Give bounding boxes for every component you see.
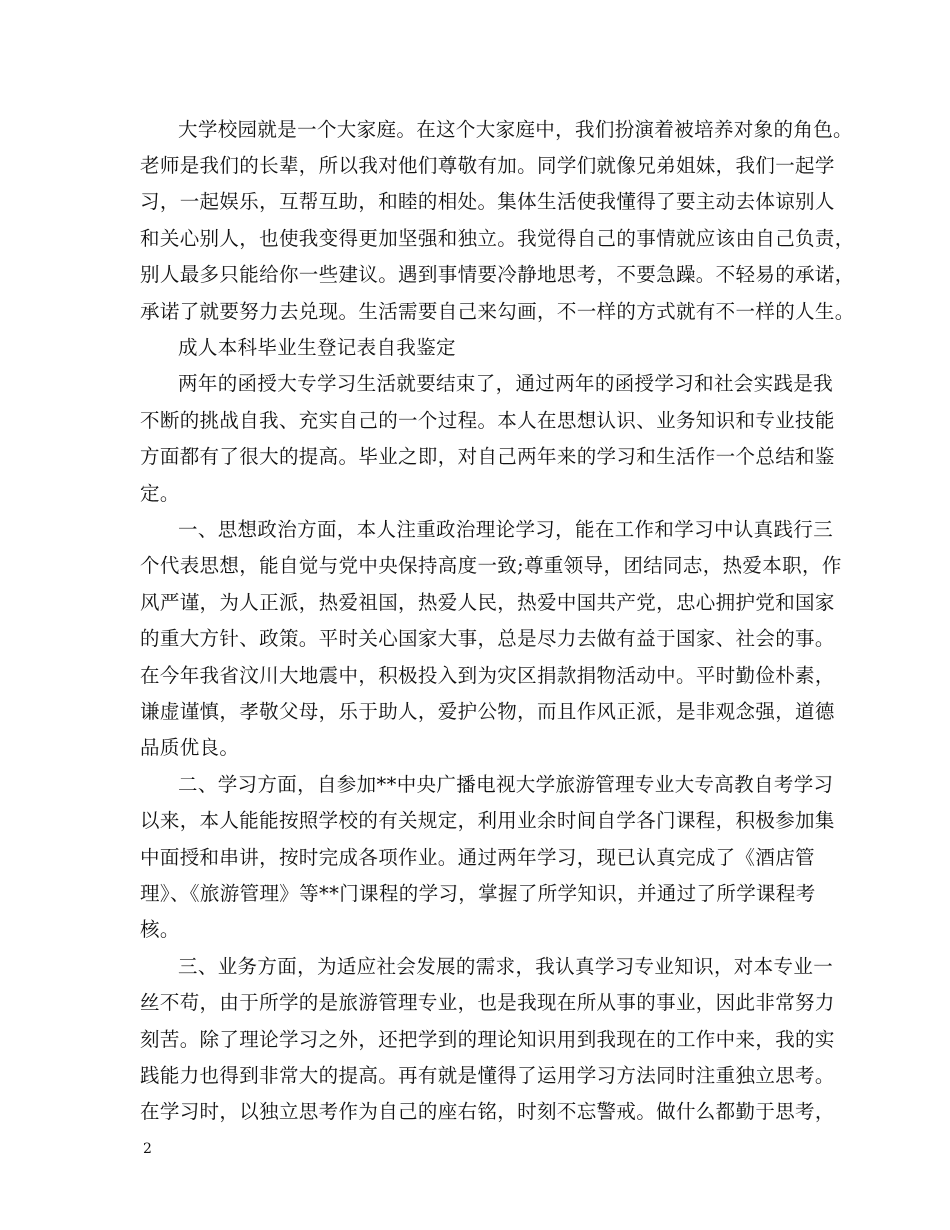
text-line: 理》、《旅游管理》等**门课程的学习，掌握了所学知识，并通过了所学课程考 — [140, 882, 816, 905]
text-line: 和关心别人，也使我变得更加坚强和独立。我觉得自己的事情就应该由自己负责， — [140, 227, 855, 250]
text-line: 不断的挑战自我、充实自己的一个过程。本人在思想认识、业务知识和专业技能 — [140, 409, 835, 432]
text-line: 一、思想政治方面，本人注重政治理论学习，能在工作和学习中认真践行三 — [178, 518, 834, 541]
text-line: 以来，本人能能按照学校的有关规定，利用业余时间自学各门课程，积极参加集 — [140, 809, 835, 832]
text-line: 品质优良。 — [140, 736, 240, 759]
text-line: 丝不苟，由于所学的是旅游管理专业，也是我现在所从事的事业，因此非常努力 — [140, 991, 835, 1014]
text-line: 践能力也得到非常大的提高。再有就是懂得了运用学习方法同时注重独立思考。 — [140, 1064, 835, 1087]
page-number: 2 — [143, 1141, 152, 1157]
text-line: 二、学习方面，自参加**中央广播电视大学旅游管理专业大专高教自考学习 — [178, 773, 834, 796]
text-line: 别人最多只能给你一些建议。遇到事情要冷静地思考，不要急躁。不轻易的承诺， — [140, 263, 855, 286]
text-line: 承诺了就要努力去兑现。生活需要自己来勾画，不一样的方式就有不一样的人生。 — [140, 300, 855, 323]
text-line: 定。 — [140, 482, 180, 505]
text-line: 三、业务方面，为适应社会发展的需求，我认真学习专业知识，对本专业一 — [178, 955, 834, 978]
text-line: 大学校园就是一个大家庭。在这个大家庭中，我们扮演着被培养对象的角色。 — [178, 118, 853, 141]
text-line: 两年的函授大专学习生活就要结束了，通过两年的函授学习和社会实践是我 — [178, 372, 834, 395]
text-line: 中面授和串讲，按时完成各项作业。通过两年学习，现已认真完成了《酒店管 — [140, 846, 815, 869]
text-line: 在今年我省汶川大地震中，积极投入到为灾区捐款捐物活动中。平时勤俭朴素， — [140, 664, 835, 687]
text-line: 个代表思想，能自觉与党中央保持高度一致;尊重领导，团结同志，热爱本职，作 — [140, 554, 842, 577]
section-heading: 成人本科毕业生登记表自我鉴定 — [178, 336, 456, 359]
text-line: 习，一起娱乐，互帮互助，和睦的相处。集体生活使我懂得了要主动去体谅别人 — [140, 190, 835, 213]
text-line: 刻苦。除了理论学习之外，还把学到的理论知识用到我现在的工作中来，我的实 — [140, 1028, 835, 1051]
text-line: 谦虚谨慎，孝敬父母，乐于助人，爱护公物，而且作风正派，是非观念强，道德 — [140, 700, 835, 723]
text-line: 老师是我们的长辈，所以我对他们尊敬有加。同学们就像兄弟姐妹，我们一起学 — [140, 154, 835, 177]
text-line: 风严谨，为人正派，热爱祖国，热爱人民，热爱中国共产党，忠心拥护党和国家 — [140, 591, 835, 614]
text-line: 方面都有了很大的提高。毕业之即，对自己两年来的学习和生活作一个总结和鉴 — [140, 445, 835, 468]
text-line: 核。 — [140, 918, 180, 941]
text-line: 在学习时，以独立思考作为自己的座右铭，时刻不忘警戒。做什么都勤于思考， — [140, 1100, 835, 1123]
text-line: 的重大方针、政策。平时关心国家大事，总是尽力去做有益于国家、社会的事。 — [140, 627, 835, 650]
